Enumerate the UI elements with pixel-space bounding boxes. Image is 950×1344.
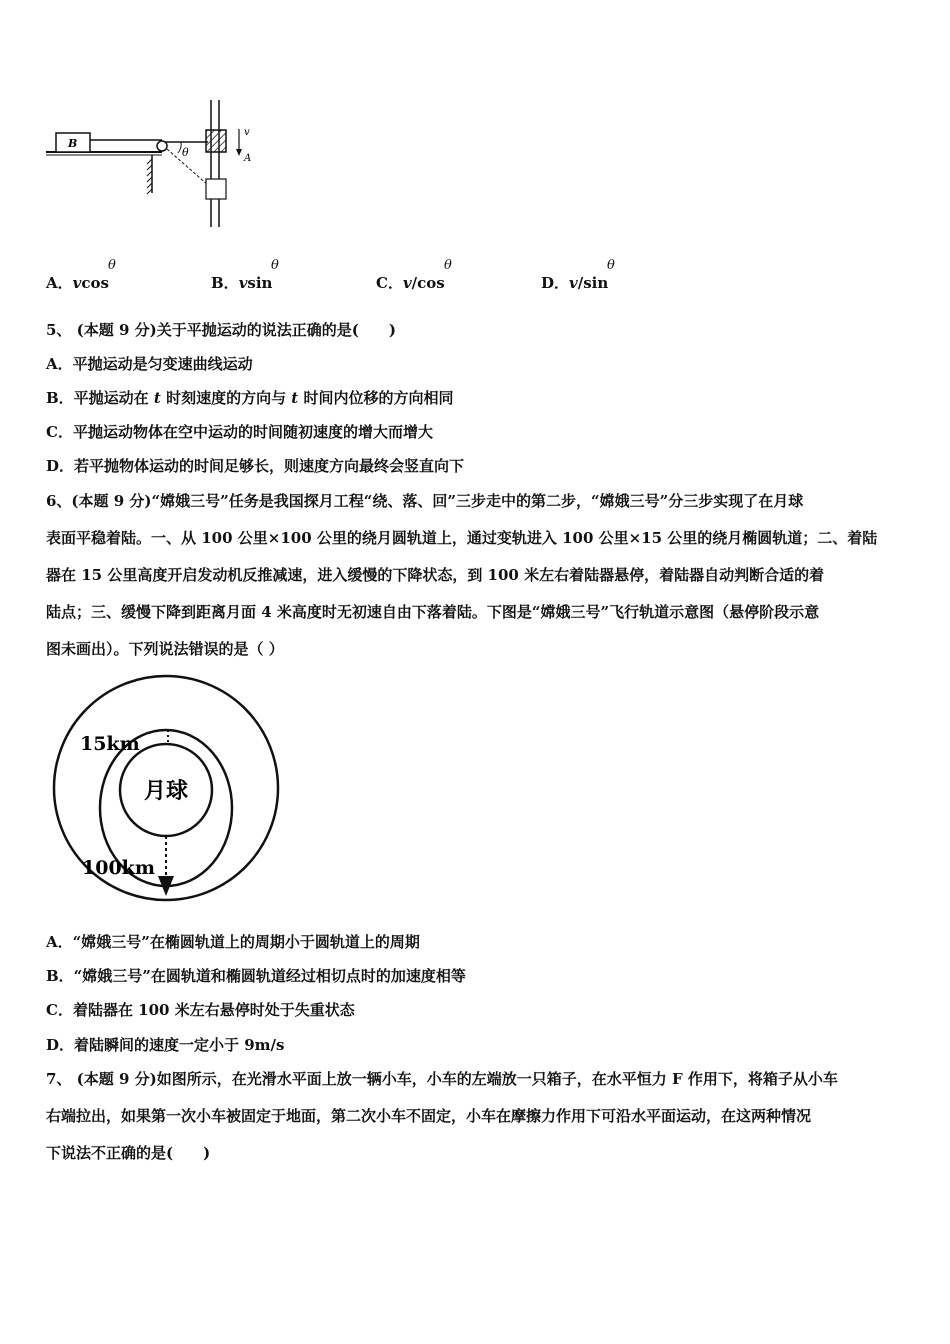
- angle-label: θ: [182, 146, 189, 159]
- q7-stem-line-2: 右端拉出，如果第一次小车被固定于地面，第二次小车不固定，小车在摩擦力作用下可沿水平面运动，在这两种情况: [46, 1107, 812, 1125]
- q5-option-b: B．平抛运动在 t 时刻速度的方向与 t 时间内位移的方向相同: [46, 389, 454, 407]
- q5-option-d: D．若平抛物体运动的时间足够长，则速度方向最终会竖直向下: [46, 457, 465, 475]
- orbit-label-15km: 15km: [80, 733, 140, 755]
- q5-option-a: A．平抛运动是匀变速曲线运动: [46, 355, 253, 373]
- q6-option-b: B．“嫦娥三号”在圆轨道和椭圆轨道经过相切点时的加速度相等: [46, 967, 466, 985]
- q6-option-d: D．着陆瞬间的速度一定小于 9m/s: [46, 1036, 285, 1054]
- moon-label: 月球: [143, 778, 189, 804]
- q4-option-c: C．v/cos θ: [376, 258, 452, 292]
- orbit-figure: [48, 674, 288, 906]
- q6-option-c: C．着陆器在 100 米左右悬停时处于失重状态: [46, 1001, 355, 1019]
- point-a-label: A: [244, 153, 252, 164]
- q7-stem-line-3: 下说法不正确的是( ): [46, 1144, 211, 1162]
- pulley-figure: [44, 95, 264, 235]
- q6-stem-line-1: 6、(本题 9 分)“嫦娥三号”任务是我国探月工程“绕、落、回”三步走中的第二步，“嫦娥三号”分三步实现了在月球: [46, 492, 804, 510]
- q6-stem-line-3: 器在 15 公里高度开启发动机反推减速，进入缓慢的下降状态，到 100 米左右着陆器悬停，着陆器自动判断合适的着: [46, 566, 825, 584]
- q6-stem-line-4: 陆点；三、缓慢下降到距离月面 4 米高度时无初速自由下落着陆。下图是“嫦娥三号”飞行轨道示意图（悬停阶段示意: [46, 603, 820, 621]
- q6-option-a: A．“嫦娥三号”在椭圆轨道上的周期小于圆轨道上的周期: [46, 933, 420, 951]
- q4-option-d: D．v/sin θ: [541, 258, 615, 292]
- orbit-label-100km: 100km: [82, 857, 155, 879]
- q5-option-c: C．平抛运动物体在空中运动的时间随初速度的增大而增大: [46, 423, 433, 441]
- q7-stem-line-1: 7、 (本题 9 分)如图所示，在光滑水平面上放一辆小车，小车的左端放一只箱子，在水平恒力 F 作用下，将箱子从小车: [46, 1070, 838, 1088]
- block-b-label: B: [68, 137, 78, 150]
- q6-stem-line-5: 图未画出）。下列说法错误的是（ ）: [46, 640, 284, 658]
- q4-option-a: A．vcos θ: [46, 258, 116, 292]
- q6-stem-line-2: 表面平稳着陆。一、从 100 公里×100 公里的绕月圆轨道上，通过变轨进入 100 公里×15 公里的绕月椭圆轨道；二、着陆: [46, 529, 878, 547]
- block-a: [206, 130, 226, 152]
- velocity-label: v: [244, 127, 250, 138]
- q5-stem: 5、 (本题 9 分)关于平抛运动的说法正确的是( ): [46, 321, 396, 339]
- q4-option-b: B．vsin θ: [211, 258, 279, 292]
